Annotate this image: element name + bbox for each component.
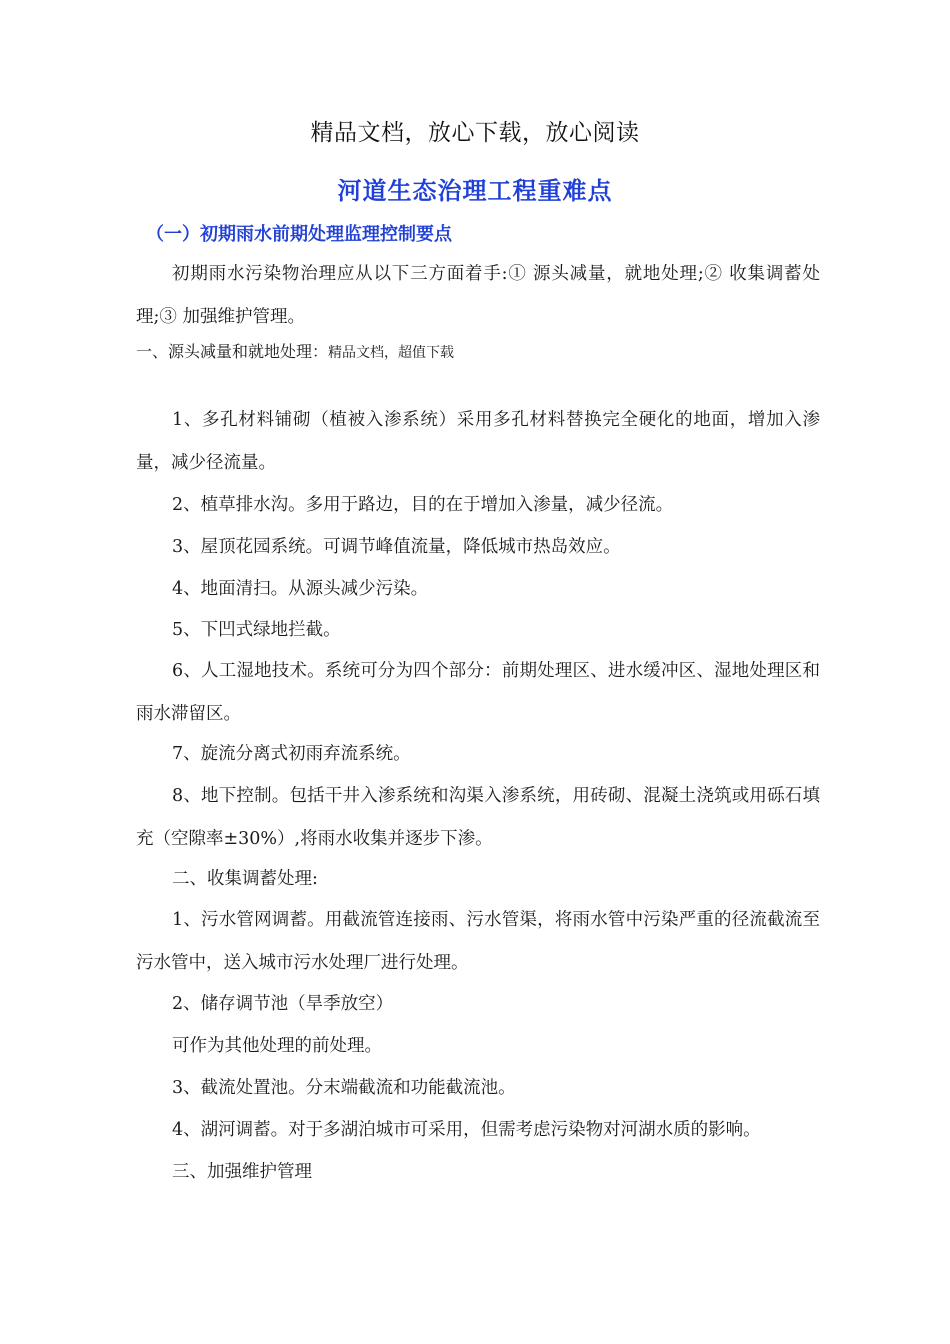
list-item: 1、污水管网调蓄。用截流管连接雨、污水管渠，将雨水管中污染严重的径流截流至污水管中，送入城市污水处理厂进行处理。: [136, 910, 820, 973]
list-item: 3、截流处置池。分末端截流和功能截流池。: [172, 1078, 516, 1098]
section1-heading: [136, 339, 454, 362]
list-item: 5、下凹式绿地拦截。: [172, 620, 341, 640]
list-item: 2、储存调节池（旱季放空）: [172, 994, 394, 1014]
list-item: 8、地下控制。包括干井入渗系统和沟渠入渗系统，用砖砌、混凝土浇筑或用砾石填充（空隙率±30%）,将雨水收集并逐步下渗。: [136, 786, 820, 849]
list-item: 4、湖河调蓄。对于多湖泊城市可采用，但需考虑污染物对河湖水质的影响。: [172, 1120, 761, 1140]
list-item: 2、植草排水沟。多用于路边，目的在于增加入渗量，减少径流。: [172, 495, 674, 515]
intro-paragraph: 初期雨水污染物治理应从以下三方面着手:① 源头减量，就地处理;② 收集调蓄处理;③ 加强维护管理。: [136, 264, 820, 327]
document-title: 河道生态治理工程重难点: [337, 177, 613, 205]
section2-heading: 二、收集调蓄处理:: [172, 869, 318, 889]
list-item: 6、人工湿地技术。系统可分为四个部分：前期处理区、进水缓冲区、湿地处理区和雨水滞留区。: [136, 661, 820, 724]
list-item: 1、多孔材料铺砌（植被入渗系统）采用多孔材料替换完全硬化的地面，增加入渗量，减少径流量。: [136, 410, 820, 473]
section1-note: 精品文档，超值下载: [328, 345, 455, 361]
list-item: 7、旋流分离式初雨弃流系统。: [172, 744, 411, 764]
page-header: 精品文档，放心下载，放心阅读: [310, 120, 640, 146]
list-item: 3、屋顶花园系统。可调节峰值流量，降低城市热岛效应。: [172, 537, 621, 557]
list-item: 可作为其他处理的前处理。: [172, 1036, 382, 1056]
list-item: 4、地面清扫。从源头减少污染。: [172, 579, 429, 599]
section1-heading-text: 一、源头减量和就地处理：: [136, 342, 329, 361]
section3-heading: 三、加强维护管理: [172, 1162, 312, 1182]
section-subtitle: （一）初期雨水前期处理监理控制要点: [146, 224, 452, 245]
